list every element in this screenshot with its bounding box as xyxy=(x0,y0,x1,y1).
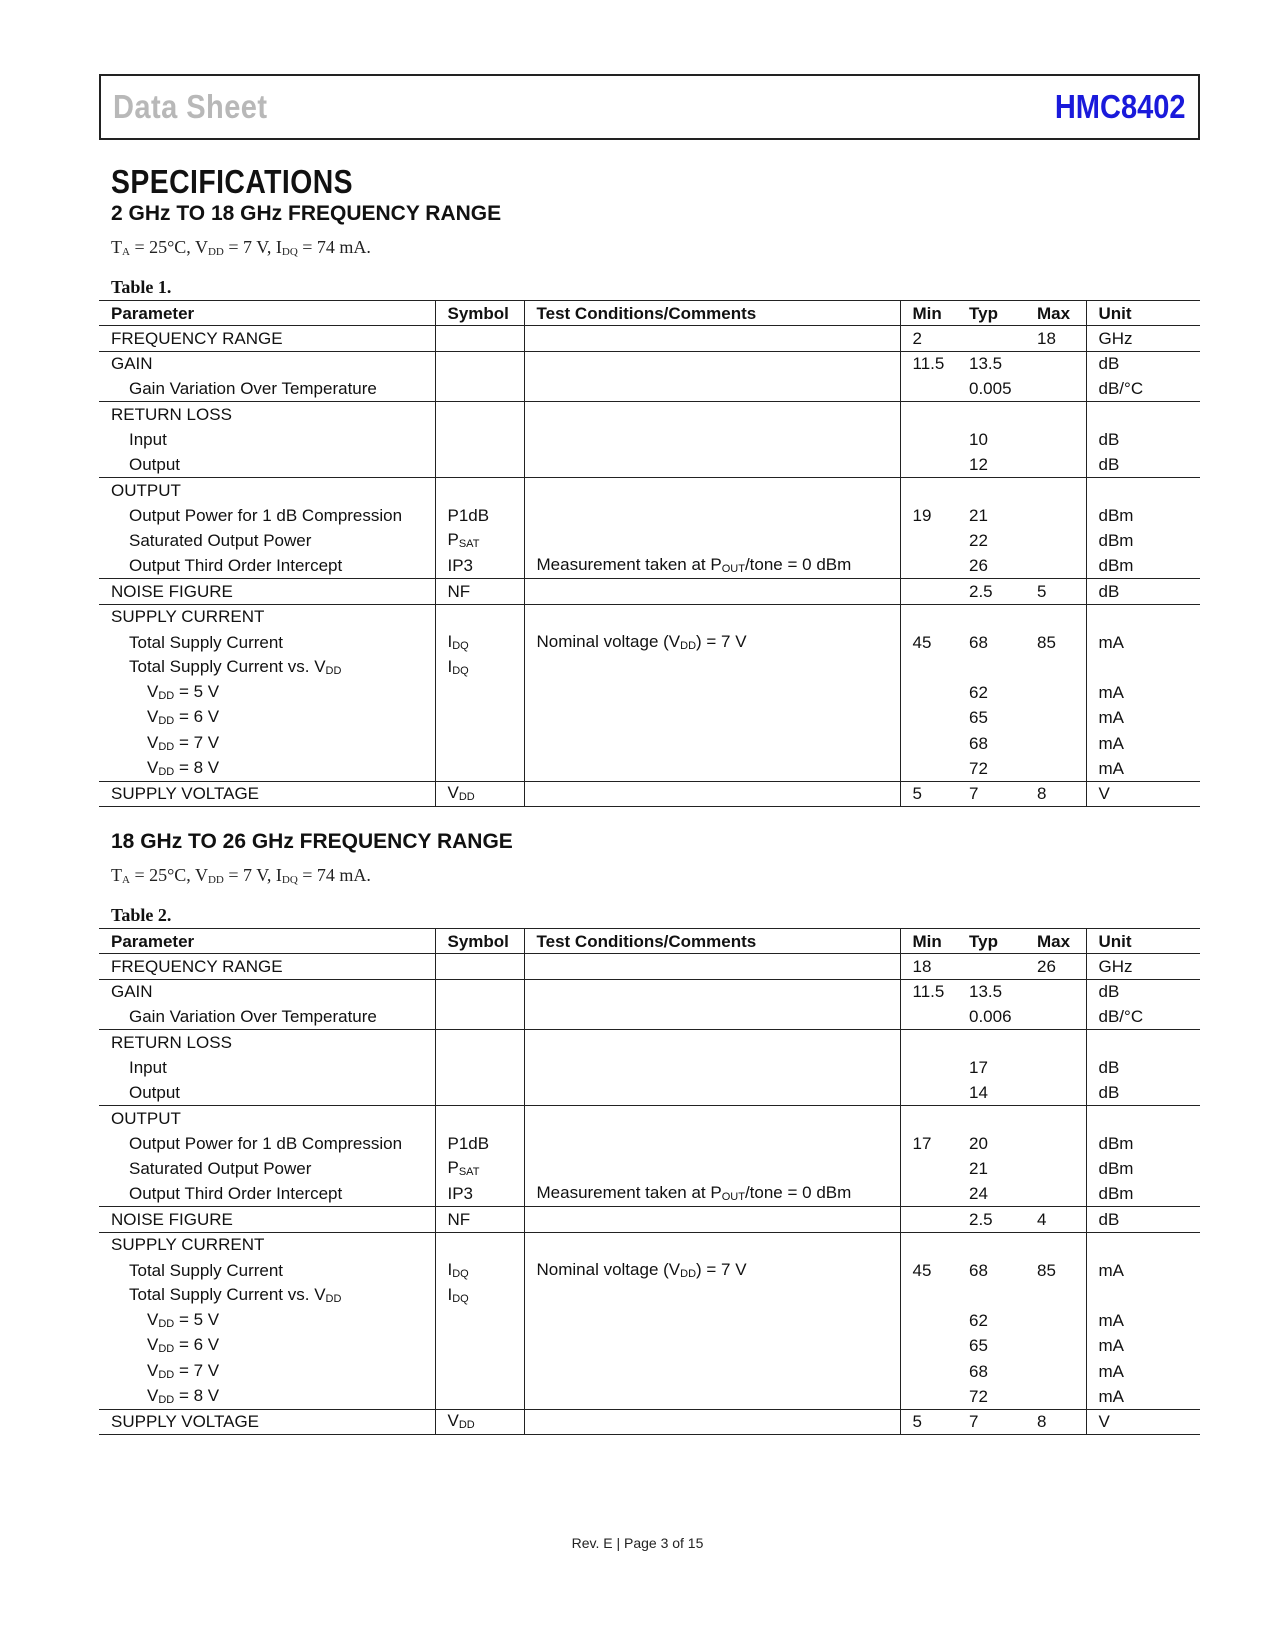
table-row: Total Supply Current $I_{DQ}$ Nominal voltage $(V_{DD}) = 7$ V 45 68 85 mA xyxy=(99,1257,1200,1282)
table-row: Input 10 dB xyxy=(99,427,1200,452)
col-symbol: Symbol xyxy=(435,301,524,326)
table-row: FREQUENCY RANGE 18 26 GHz xyxy=(99,954,1200,979)
table-row: SUPPLY VOLTAGE $V_{DD}$ 5 7 8 V xyxy=(99,781,1200,806)
table1-heading: 2 GHz TO 18 GHz FREQUENCY RANGE xyxy=(111,202,502,225)
col-conditions: Test Conditions/Comments xyxy=(524,301,900,326)
col-typ: Typ xyxy=(957,929,1025,954)
table-row: SUPPLY CURRENT xyxy=(99,1232,1200,1257)
table2-heading: 18 GHz TO 26 GHz FREQUENCY RANGE xyxy=(111,830,513,853)
table-row: RETURN LOSS xyxy=(99,1030,1200,1055)
table-row: Output 12 dB xyxy=(99,452,1200,477)
table-row: OUTPUT xyxy=(99,1106,1200,1131)
table-row: Saturated Output Power $P_{SAT}$ 22 dBm xyxy=(99,528,1200,553)
table-row: $V_{DD} = 6$ V 65 mA xyxy=(99,705,1200,730)
table-row: OUTPUT xyxy=(99,478,1200,503)
table-header-row xyxy=(99,301,1200,326)
col-unit: Unit xyxy=(1086,301,1200,326)
table-row: $V_{DD} = 7$ V 68 mA xyxy=(99,731,1200,756)
col-max: Max xyxy=(1025,301,1086,326)
table-row: Total Supply Current vs. $V_{DD}$ $I_{DQ}$ xyxy=(99,1283,1200,1308)
table-row: Output Third Order Intercept IP3 Measurement taken at $P_{OUT}$/tone = 0 dBm 24 dBm xyxy=(99,1181,1200,1206)
table-row: Output Power for 1 dB Compression P1dB 17 20 dBm xyxy=(99,1131,1200,1156)
table-row: Output Power for 1 dB Compression P1dB 19 21 dBm xyxy=(99,503,1200,528)
col-parameter: Parameter xyxy=(99,929,435,954)
table-row: NOISE FIGURE NF 2.5 5 dB xyxy=(99,579,1200,604)
table-row: Output 14 dB xyxy=(99,1080,1200,1105)
table-row: $V_{DD} = 5$ V 62 mA xyxy=(99,680,1200,705)
col-conditions: Test Conditions/Comments xyxy=(524,929,900,954)
table1-conditions: $T_A = 25^\circ C$, $V_{DD} = 7$ V, $I_{DQ} = 74$ mA. xyxy=(111,237,371,258)
spec-table-2 xyxy=(99,928,1200,1435)
table-header-row xyxy=(99,929,1200,954)
col-max: Max xyxy=(1025,929,1086,954)
col-parameter: Parameter xyxy=(99,301,435,326)
table-row: Output Third Order Intercept IP3 Measurement taken at $P_{OUT}$/tone = 0 dBm 26 dBm xyxy=(99,553,1200,578)
col-symbol: Symbol xyxy=(435,929,524,954)
table-row: Total Supply Current vs. $V_{DD}$ $I_{DQ}$ xyxy=(99,655,1200,680)
table-row: Gain Variation Over Temperature 0.005 dB/°C xyxy=(99,376,1200,401)
col-unit: Unit xyxy=(1086,929,1200,954)
header-part-number: HMC8402 xyxy=(1055,88,1186,125)
table-row: GAIN 11.5 13.5 dB xyxy=(99,351,1200,376)
table-row: $V_{DD} = 8$ V 72 mA xyxy=(99,756,1200,781)
page-footer: Rev. E | Page 3 of 15 xyxy=(571,1535,704,1551)
section-title: SPECIFICATIONS xyxy=(111,163,354,200)
table2-caption: Table 2. xyxy=(111,905,172,925)
col-min: Min xyxy=(900,929,957,954)
table-row: SUPPLY VOLTAGE $V_{DD}$ 5 7 8 V xyxy=(99,1409,1200,1434)
page-header xyxy=(99,74,1200,140)
table-row: Gain Variation Over Temperature 0.006 dB/°C xyxy=(99,1004,1200,1029)
table-row: Input 17 dB xyxy=(99,1055,1200,1080)
table-row: NOISE FIGURE NF 2.5 4 dB xyxy=(99,1207,1200,1232)
col-typ: Typ xyxy=(957,301,1025,326)
table-row: RETURN LOSS xyxy=(99,402,1200,427)
table1-caption: Table 1. xyxy=(111,277,172,297)
table-row: Total Supply Current $I_{DQ}$ Nominal voltage $(V_{DD}) = 7$ V 45 68 85 mA xyxy=(99,629,1200,654)
table-row: $V_{DD} = 8$ V 72 mA xyxy=(99,1384,1200,1409)
table-row: $V_{DD} = 6$ V 65 mA xyxy=(99,1333,1200,1358)
table-row: GAIN 11.5 13.5 dB xyxy=(99,979,1200,1004)
table-row: $V_{DD} = 7$ V 68 mA xyxy=(99,1359,1200,1384)
table-row: SUPPLY CURRENT xyxy=(99,604,1200,629)
table-row: FREQUENCY RANGE 2 18 GHz xyxy=(99,326,1200,351)
table-row: Saturated Output Power $P_{SAT}$ 21 dBm xyxy=(99,1156,1200,1181)
col-min: Min xyxy=(900,301,957,326)
table2-conditions: $T_A = 25^\circ C$, $V_{DD} = 7$ V, $I_{DQ} = 74$ mA. xyxy=(111,865,371,886)
spec-table-1 xyxy=(99,300,1200,807)
table-row: $V_{DD} = 5$ V 62 mA xyxy=(99,1308,1200,1333)
header-doc-type: Data Sheet xyxy=(113,88,268,125)
